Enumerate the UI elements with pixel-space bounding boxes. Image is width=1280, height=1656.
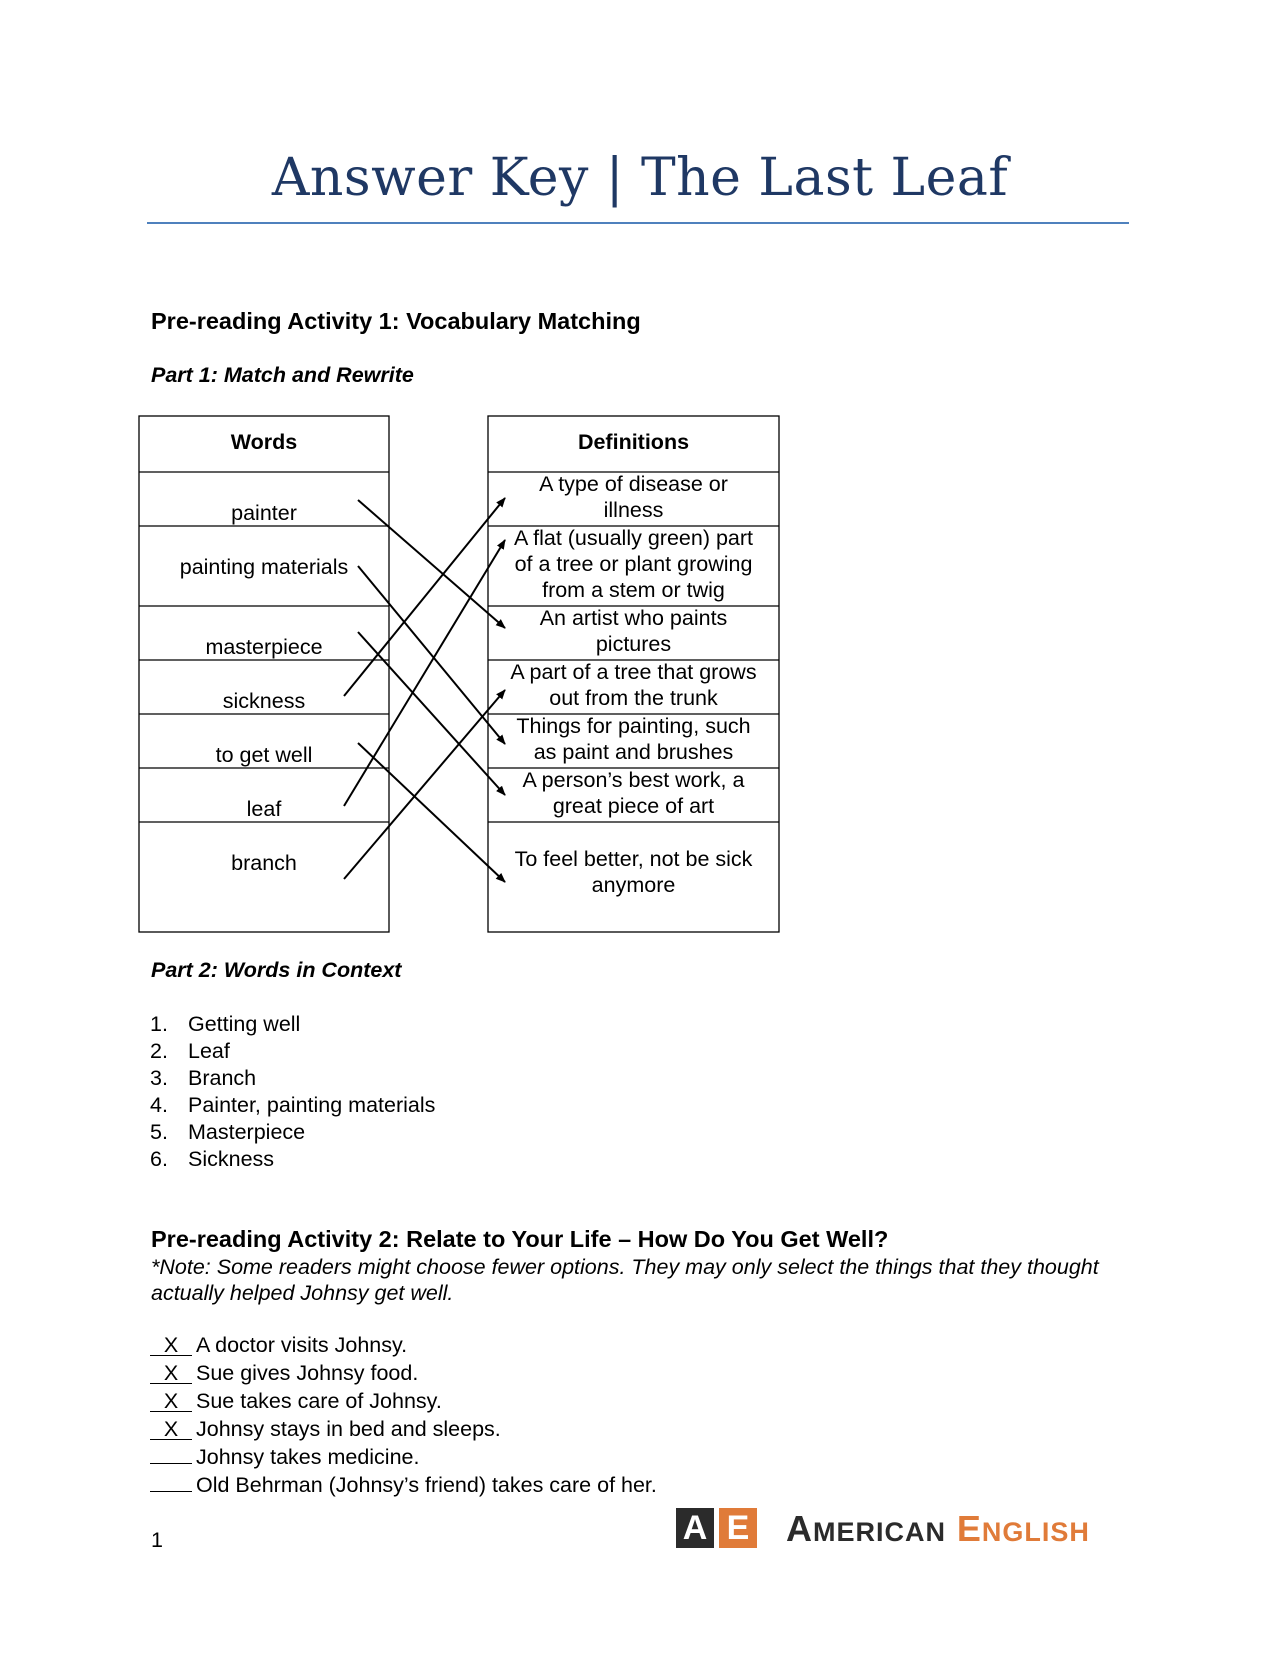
list-item: 2. Leaf: [150, 1039, 230, 1063]
match-arrow: [344, 498, 505, 696]
part1-heading: Part 1: Match and Rewrite: [151, 363, 414, 387]
definition-line: An artist who paints: [539, 606, 728, 630]
check-mark: X: [150, 1363, 192, 1384]
activity2-heading: Pre-reading Activity 2: Relate to Your Life – How Do You Get Well?: [151, 1226, 889, 1252]
definition-line: Things for painting, such: [516, 714, 751, 738]
definition-cell: [488, 767, 779, 819]
document-title: Answer Key | The Last Leaf: [271, 148, 1009, 208]
activity2-note: *Note: Some readers might choose fewer options. They may only select the things that they thought actually helped Johnsy get well.: [151, 1255, 1099, 1305]
checklist-item: X A doctor visits Johnsy.: [150, 1331, 657, 1359]
activity2-checklist: [150, 1331, 657, 1499]
list-item: 6. Sickness: [150, 1147, 275, 1171]
checklist-item: Johnsy takes medicine.: [150, 1443, 657, 1471]
definition-line: from a stem or twig: [542, 578, 725, 602]
list-item: 5. Masterpiece: [150, 1120, 306, 1144]
words-column-header: Words: [230, 430, 298, 454]
check-mark: X: [150, 1391, 192, 1412]
checklist-item: X Johnsy stays in bed and sleeps.: [150, 1415, 657, 1443]
part2-heading: Part 2: Words in Context: [151, 958, 402, 982]
definition-line: A type of disease or: [539, 472, 728, 496]
word-cell: painter: [231, 501, 297, 525]
definition-line: To feel better, not be sick: [514, 847, 753, 871]
list-item: 4. Painter, painting materials: [150, 1093, 436, 1117]
word-cell: leaf: [246, 797, 282, 821]
definition-cell: [488, 659, 779, 711]
definition-cell: [488, 525, 779, 603]
definition-line: great piece of art: [552, 794, 715, 818]
word-cell: masterpiece: [205, 635, 323, 659]
logo-letter-e: E: [719, 1508, 757, 1548]
check-mark: X: [150, 1419, 192, 1440]
definition-line: as paint and brushes: [533, 740, 734, 764]
check-mark: [150, 1463, 192, 1464]
logo-letter-a: A: [676, 1508, 714, 1548]
word-cell: sickness: [222, 689, 306, 713]
definition-cell: [488, 846, 779, 898]
logo-word-american: AMERICAN: [786, 1508, 946, 1549]
checklist-item: X Sue gives Johnsy food.: [150, 1359, 657, 1387]
definition-cell: [488, 713, 779, 765]
definition-line: pictures: [595, 632, 672, 656]
list-item: 1. Getting well: [150, 1012, 301, 1036]
definition-line: anymore: [591, 873, 676, 897]
definition-line: illness: [603, 498, 664, 522]
definition-cell: [488, 471, 779, 523]
definition-line: A person’s best work, a: [522, 768, 745, 792]
list-item: 3. Branch: [150, 1066, 257, 1090]
definition-line: A part of a tree that grows: [510, 660, 757, 684]
check-mark: X: [150, 1335, 192, 1356]
definition-cell: [488, 605, 779, 657]
definition-line: out from the trunk: [549, 686, 718, 710]
definition-line: A flat (usually green) part: [513, 526, 753, 550]
word-cell: branch: [231, 851, 297, 875]
check-mark: [150, 1491, 192, 1492]
page-number: 1: [151, 1528, 163, 1552]
definition-line: of a tree or plant growing: [514, 552, 753, 576]
logo-word-english: ENGLISH: [956, 1508, 1090, 1549]
word-cell: painting materials: [179, 555, 349, 579]
word-cell: to get well: [215, 743, 313, 767]
context-answers-list: [146, 1011, 435, 1173]
checklist-item: X Sue takes care of Johnsy.: [150, 1387, 657, 1415]
logo-wordmark: [786, 1510, 1090, 1556]
activity1-heading: Pre-reading Activity 1: Vocabulary Matching: [151, 308, 641, 334]
definitions-column-header: Definitions: [577, 430, 690, 454]
checklist-item: Old Behrman (Johnsy’s friend) takes care of her.: [150, 1471, 657, 1499]
